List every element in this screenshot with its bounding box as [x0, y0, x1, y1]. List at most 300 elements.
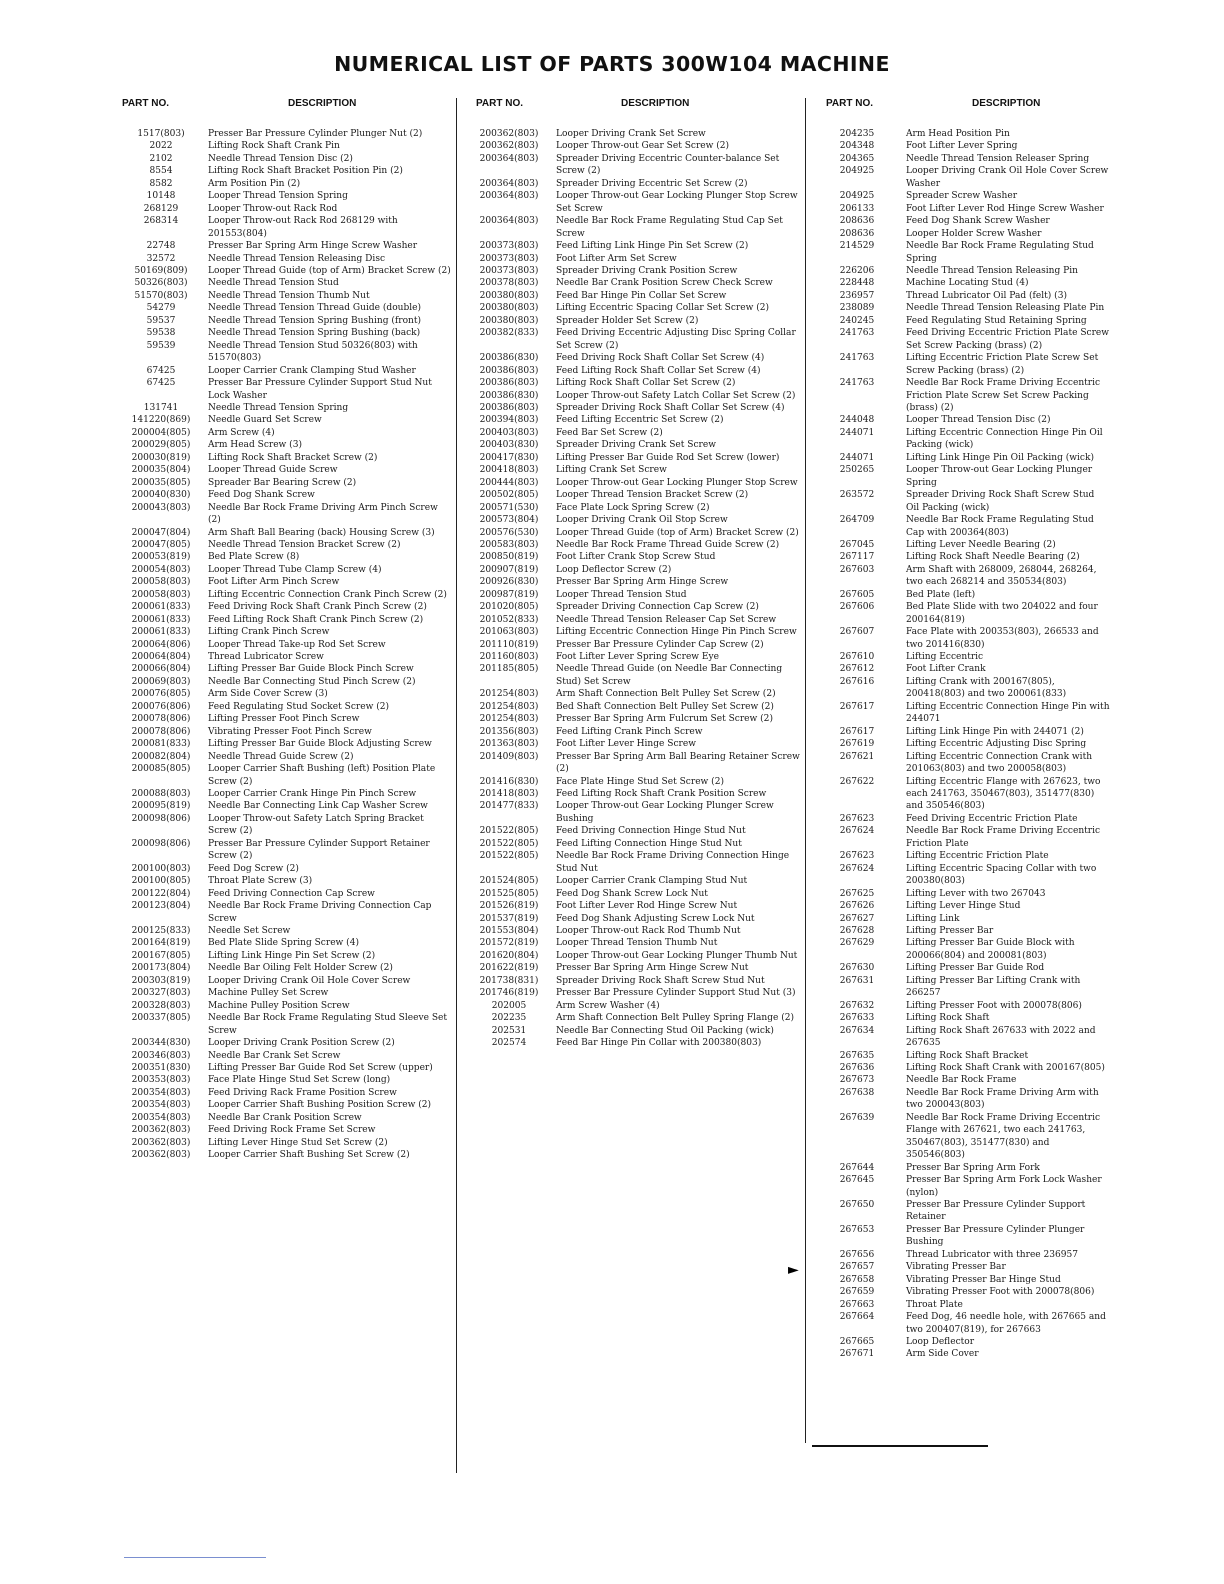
part-description: Presser Bar Spring Arm Hinge Screw Washer — [208, 241, 418, 252]
part-row — [118, 190, 453, 202]
part-row — [466, 913, 804, 925]
part-row — [118, 402, 453, 414]
part-number: 200583(803) — [479, 539, 539, 550]
part-number: 200061(833) — [131, 602, 191, 613]
part-description: Feed Driving Connection Cap Screw — [208, 888, 375, 899]
part-row — [812, 128, 1110, 140]
part-number: 200382(833) — [479, 328, 539, 339]
part-description: Looper Holder Screw Washer — [906, 228, 1042, 239]
part-row — [118, 1137, 453, 1149]
part-row — [118, 726, 453, 738]
part-description: Lifting Eccentric Connection Hinge Pin Oil Packing (wick) — [906, 427, 1103, 451]
part-description: Vibrating Presser Bar Hinge Stud — [906, 1274, 1061, 1285]
part-number: 267117 — [839, 552, 875, 563]
part-description: Machine Pulley Set Screw — [208, 988, 329, 999]
part-row — [812, 1286, 1110, 1298]
part-row — [118, 589, 453, 601]
part-number: 201477(833) — [479, 801, 539, 812]
part-number: 263572 — [839, 490, 875, 501]
part-row — [466, 290, 804, 302]
part-description: Bed Shaft Connection Belt Pulley Set Screw (2) — [556, 701, 774, 712]
part-number: 267671 — [839, 1349, 875, 1360]
part-number: 200088(803) — [131, 789, 191, 800]
part-row — [118, 800, 453, 812]
part-number: 201254(803) — [479, 689, 539, 700]
part-row — [118, 601, 453, 613]
part-description: Looper Throw-out Rack Rod Thumb Nut — [556, 926, 741, 936]
part-row — [466, 975, 804, 987]
part-number: 22748 — [146, 241, 176, 252]
part-number: 200327(803) — [131, 988, 191, 999]
part-description: Lifting Presser Bar Guide Rod Set Screw (lower) — [556, 452, 780, 463]
part-number: 201418(803) — [479, 789, 539, 800]
part-description: Feed Lifting Link Hinge Pin Set Screw (2) — [556, 241, 749, 252]
part-description: Arm Shaft Ball Bearing (back) Housing Screw (3) — [208, 527, 435, 538]
parts-column-1 — [118, 98, 453, 1162]
part-description: Looper Thread Guide (top of Arm) Bracket Screw (2) — [208, 265, 451, 276]
part-description: Bed Plate Slide Spring Screw (4) — [208, 938, 359, 949]
part-row — [812, 1162, 1110, 1174]
part-description: Lifting Presser Bar Guide Rod Set Screw (upper) — [208, 1062, 433, 1073]
part-row — [466, 888, 804, 900]
part-number: 201620(804) — [479, 950, 539, 961]
part-number: 267645 — [839, 1175, 875, 1186]
part-description: Presser Bar Spring Arm Fulcrum Set Screw (2) — [556, 714, 773, 725]
part-number: 200164(819) — [131, 938, 191, 949]
part-description: Presser Bar Pressure Cylinder Cap Screw (2) — [556, 639, 764, 650]
part-row — [118, 414, 453, 426]
part-description: Lifting Crank Pinch Screw — [208, 627, 330, 638]
part-description: Needle Set Screw — [208, 926, 291, 936]
part-number: 200069(803) — [131, 676, 191, 687]
part-row — [812, 962, 1110, 974]
part-row — [466, 140, 804, 152]
part-description: Lifting Eccentric Connection Crank Pinch Screw (2) — [208, 589, 447, 600]
part-description: Needle Bar Connecting Stud Oil Packing (wick) — [556, 1025, 774, 1036]
part-number: 200362(803) — [131, 1137, 191, 1148]
part-number: 201524(805) — [479, 876, 539, 887]
part-description: Foot Lifter Lever Hinge Screw — [556, 739, 696, 750]
part-description: Lifting Crank with 200167(805), 200418(803) and two 200061(833) — [906, 676, 1067, 700]
part-description: Machine Locating Stud (4) — [906, 278, 1029, 289]
part-row — [812, 925, 1110, 937]
part-description: Spreader Driving Rock Shaft Collar Set Screw (4) — [556, 402, 785, 413]
part-row — [118, 1099, 453, 1111]
part-description: Foot Lifter Arm Pinch Screw — [208, 577, 340, 588]
part-number: 200095(819) — [131, 801, 191, 812]
part-number: 267658 — [839, 1274, 875, 1285]
part-description: Bed Plate Screw (8) — [208, 552, 300, 563]
part-number: 201409(803) — [479, 751, 539, 762]
part-no-header: PART NO. — [826, 98, 874, 109]
part-description: Looper Carrier Crank Clamping Stud Nut — [556, 876, 748, 887]
part-description: Looper Thread Tension Bracket Screw (2) — [556, 490, 749, 501]
part-row — [118, 1124, 453, 1136]
part-number: 8554 — [149, 166, 173, 177]
part-number: 267657 — [839, 1262, 875, 1273]
part-number: 200386(803) — [479, 365, 539, 376]
part-row — [118, 888, 453, 900]
part-row — [118, 1112, 453, 1124]
part-row — [466, 1025, 804, 1037]
part-description: Lifting Eccentric — [906, 652, 984, 663]
part-number: 200571(530) — [479, 502, 539, 513]
part-number: 267045 — [839, 539, 875, 550]
part-description: Needle Thread Tension Releaser Spring — [906, 153, 1090, 164]
part-row — [466, 1012, 804, 1024]
part-number: 201622(819) — [479, 963, 539, 974]
part-description: Looper Driving Crank Oil Stop Screw — [556, 515, 728, 526]
part-description: Lifting Lever with two 267043 — [906, 888, 1046, 899]
part-row — [812, 663, 1110, 675]
part-row — [812, 813, 1110, 825]
part-description: Looper Driving Crank Position Screw (2) — [208, 1038, 395, 1049]
part-description: Needle Thread Tension Thread Guide (double) — [208, 303, 422, 314]
part-row — [118, 302, 453, 314]
part-row — [466, 402, 804, 414]
part-number: 200354(803) — [131, 1087, 191, 1098]
part-row — [812, 514, 1110, 539]
part-row — [118, 688, 453, 700]
part-row — [118, 639, 453, 651]
part-row — [812, 302, 1110, 314]
part-number: 201522(805) — [479, 851, 539, 862]
part-description: Lifting Eccentric Connection Crank with 201063(803) and two 200058(803) — [906, 751, 1093, 775]
part-description: Feed Dog Shank Screw — [208, 490, 315, 501]
part-number: 226206 — [839, 265, 875, 276]
part-row — [812, 1224, 1110, 1249]
part-number: 201738(831) — [479, 975, 539, 986]
part-number: 200364(803) — [479, 178, 539, 189]
part-row — [812, 1336, 1110, 1348]
part-description: Needle Bar Rock Frame Regulating Stud Cap Set Screw — [556, 216, 783, 239]
part-number: 267606 — [839, 602, 875, 613]
part-row — [812, 203, 1110, 215]
part-description: Looper Thread Guide (top of Arm) Bracket Screw (2) — [556, 527, 799, 538]
part-number: 200576(530) — [479, 527, 539, 538]
part-row — [118, 551, 453, 563]
part-description: Looper Thread Tension Thumb Nut — [556, 938, 718, 949]
part-description: Needle Bar Connecting Link Cap Washer Screw — [208, 801, 428, 812]
part-description: Foot Lifter Lever Spring — [906, 141, 1018, 152]
part-number: 267659 — [839, 1287, 875, 1298]
part-number: 201356(803) — [479, 726, 539, 737]
part-number: 200004(805) — [131, 427, 191, 438]
part-number: 200076(806) — [131, 701, 191, 712]
part-description: Needle Thread Tension Releasing Disc — [208, 253, 386, 264]
part-number: 267619 — [839, 739, 875, 750]
part-number: 200173(804) — [131, 963, 191, 974]
part-row — [118, 327, 453, 339]
part-description: Foot Lifter Crank — [906, 664, 986, 675]
part-row — [812, 863, 1110, 888]
part-number: 238089 — [839, 303, 875, 314]
part-number: 201020(805) — [479, 602, 539, 613]
part-number: 200054(803) — [131, 564, 191, 575]
part-number: 267625 — [839, 888, 875, 899]
part-number: 241763 — [839, 353, 875, 364]
part-row — [812, 589, 1110, 601]
part-description: Needle Bar Oiling Felt Holder Screw (2) — [208, 963, 393, 974]
part-description: Lifting Presser Foot with 200078(806) — [906, 1000, 1082, 1011]
part-row — [812, 1074, 1110, 1086]
part-description: Looper Carrier Shaft Bushing Set Screw (2) — [208, 1150, 410, 1161]
part-description: Looper Thread Guide Screw — [208, 465, 338, 476]
part-description: Feed Lifting Eccentric Set Screw (2) — [556, 415, 724, 426]
part-number: 267673 — [839, 1075, 875, 1086]
part-number: 200043(803) — [131, 502, 191, 513]
part-description: Feed Driving Eccentric Friction Plate — [906, 813, 1078, 824]
part-row — [466, 701, 804, 713]
part-number: 2022 — [149, 141, 173, 152]
part-description: Feed Regulating Stud Retaining Spring — [906, 315, 1087, 326]
part-number: 59539 — [146, 340, 176, 351]
part-number: 200417(830) — [479, 452, 539, 463]
part-description: Needle Thread Tension Spring — [208, 402, 349, 413]
part-number: 200907(819) — [479, 564, 539, 575]
part-description: Thread Lubricator with three 236957 — [906, 1249, 1079, 1260]
part-row — [812, 1000, 1110, 1012]
part-row — [118, 128, 453, 140]
part-no-header: PART NO. — [122, 98, 170, 109]
part-number: 200373(803) — [479, 241, 539, 252]
part-number: 267623 — [839, 851, 875, 862]
part-description: Looper Thread Tube Clamp Screw (4) — [208, 564, 382, 575]
part-description: Arm Position Pin (2) — [208, 178, 301, 189]
part-row — [466, 527, 804, 539]
part-description: Lifting Eccentric Connection Hinge Pin Pinch Screw — [556, 627, 797, 638]
part-description: Looper Throw-out Gear Locking Plunger Screw Bushing — [556, 801, 774, 824]
part-row — [118, 576, 453, 588]
part-number: 244071 — [839, 452, 875, 463]
part-number: 32572 — [146, 253, 176, 264]
part-row — [118, 427, 453, 439]
part-description: Arm Screw Washer (4) — [556, 1000, 660, 1011]
part-row — [118, 527, 453, 539]
part-number: 200364(803) — [479, 216, 539, 227]
part-number: 200076(805) — [131, 689, 191, 700]
part-number: 267632 — [839, 1000, 875, 1011]
part-description: Needle Thread Tension Stud 50326(803) with 51570(803) — [208, 340, 418, 364]
part-row — [466, 564, 804, 576]
part-number: 200167(805) — [131, 950, 191, 961]
part-number: 201526(819) — [479, 901, 539, 912]
part-number: 200337(805) — [131, 1013, 191, 1024]
description-header: DESCRIPTION — [288, 98, 357, 109]
part-description: Feed Lifting Rock Shaft Crank Position Screw — [556, 789, 767, 800]
part-description: Lifting Presser Bar — [906, 926, 994, 936]
part-description: Feed Dog, 46 needle hole, with 267665 and two 200407(819), for 267663 — [906, 1312, 1106, 1335]
part-number: 67425 — [146, 378, 176, 389]
part-row — [812, 464, 1110, 489]
part-number: 200064(804) — [131, 652, 191, 663]
part-description: Foot Lifter Lever Rod Hinge Screw Washer — [906, 203, 1104, 214]
part-number: 267665 — [839, 1336, 875, 1347]
part-number: 201416(830) — [479, 776, 539, 787]
column-divider — [805, 98, 806, 1443]
part-row — [812, 215, 1110, 227]
part-number: 202235 — [491, 1013, 527, 1024]
part-description: Arm Shaft Connection Belt Pulley Set Screw (2) — [556, 689, 776, 700]
part-number: 267656 — [839, 1249, 875, 1260]
part-number: 200040(830) — [131, 490, 191, 501]
part-description: Needle Thread Guide Screw (2) — [208, 751, 354, 762]
column-header — [118, 98, 453, 118]
part-number: 200035(804) — [131, 465, 191, 476]
part-description: Presser Bar Spring Arm Hinge Screw — [556, 577, 729, 588]
part-row — [466, 713, 804, 725]
part-row — [118, 265, 453, 277]
part-number: 10148 — [146, 191, 176, 202]
part-row — [812, 751, 1110, 776]
part-description: Arm Screw (4) — [208, 427, 275, 438]
part-row — [466, 776, 804, 788]
part-row — [118, 838, 453, 863]
part-number: 201553(804) — [479, 926, 539, 936]
part-number: 202005 — [491, 1000, 527, 1011]
part-description: Needle Thread Tension Disc (2) — [208, 153, 353, 164]
part-number: 200380(803) — [479, 290, 539, 301]
part-row — [466, 539, 804, 551]
part-description: Needle Thread Tension Releasing Pin — [906, 265, 1078, 276]
part-row — [118, 663, 453, 675]
part-description: Feed Regulating Stud Socket Screw (2) — [208, 701, 390, 712]
part-number: 200081(833) — [131, 739, 191, 750]
part-description: Feed Bar Set Screw (2) — [556, 427, 663, 438]
part-description: Feed Bar Hinge Pin Collar Set Screw — [556, 290, 727, 301]
part-row — [812, 1299, 1110, 1311]
part-row — [118, 502, 453, 527]
part-row — [812, 850, 1110, 862]
part-number: 200403(803) — [479, 427, 539, 438]
part-row — [466, 253, 804, 265]
part-description: Looper Thread Take-up Rod Set Screw — [208, 639, 386, 650]
part-row — [466, 377, 804, 389]
part-row — [118, 713, 453, 725]
part-row — [466, 651, 804, 663]
part-description: Looper Thread Tension Disc (2) — [906, 415, 1051, 426]
part-description: Feed Lifting Crank Pinch Screw — [556, 726, 703, 737]
part-row — [812, 564, 1110, 589]
part-number: 267626 — [839, 901, 875, 912]
part-description: Feed Bar Hinge Pin Collar with 200380(803) — [556, 1038, 762, 1049]
part-number: 236957 — [839, 290, 875, 301]
part-description: Feed Lifting Connection Hinge Stud Nut — [556, 838, 742, 849]
part-number: 200386(830) — [479, 353, 539, 364]
part-description: Lifting Rock Shaft Crank with 200167(805) — [906, 1062, 1105, 1073]
part-row — [118, 215, 453, 240]
part-row — [118, 165, 453, 177]
part-description: Lifting Link Hinge Pin Set Screw (2) — [208, 950, 376, 961]
part-row — [118, 178, 453, 190]
part-number: 241763 — [839, 328, 875, 339]
part-number: 200386(803) — [479, 402, 539, 413]
part-row — [812, 489, 1110, 514]
part-row — [118, 738, 453, 750]
part-description: Lifting Rock Shaft Bracket Screw (2) — [208, 452, 378, 463]
part-number: 267634 — [839, 1025, 875, 1036]
part-row — [118, 452, 453, 464]
part-row — [466, 626, 804, 638]
part-description: Lifting Presser Foot Pinch Screw — [208, 714, 360, 725]
part-description: Spreader Driving Crank Set Screw — [556, 440, 716, 451]
part-number: 267628 — [839, 926, 875, 936]
part-row — [466, 925, 804, 937]
part-row — [118, 676, 453, 688]
part-row — [118, 203, 453, 215]
part-row — [118, 1012, 453, 1037]
part-description: Presser Bar Pressure Cylinder Support Retainer — [906, 1199, 1086, 1223]
part-description: Needle Bar Rock Frame Regulating Stud Cap with 200364(803) — [906, 515, 1094, 538]
part-row — [466, 551, 804, 563]
part-description: Lifting Rock Shaft 267633 with 2022 and 267635 — [906, 1025, 1096, 1049]
part-row — [118, 253, 453, 265]
parts-column-3 — [812, 98, 1110, 1361]
part-description: Lifting Eccentric Flange with 267623, two each 241763, 350467(803), 351477(830) and 350546(803) — [906, 776, 1101, 812]
part-number: 267644 — [839, 1162, 875, 1173]
part-row — [118, 788, 453, 800]
part-description: Vibrating Presser Foot Pinch Screw — [208, 726, 372, 737]
document-title: NUMERICAL LIST OF PARTS 300W104 MACHINE — [334, 52, 890, 76]
part-description: Looper Carrier Crank Hinge Pin Pinch Screw — [208, 789, 417, 800]
part-row — [812, 277, 1110, 289]
parts-list — [466, 128, 804, 1050]
part-description: Lifting Rock Shaft Bracket — [906, 1050, 1029, 1061]
part-row — [118, 626, 453, 638]
column-header — [812, 98, 1110, 118]
part-row — [466, 277, 804, 289]
parts-column-2 — [466, 98, 804, 1050]
part-number: 200053(819) — [131, 552, 191, 563]
part-description: Lifting Presser Bar Guide Block Adjusting Screw — [208, 739, 432, 750]
part-row — [466, 477, 804, 489]
part-description: Needle Thread Tension Spring Bushing (back) — [208, 328, 421, 339]
part-row — [466, 900, 804, 912]
part-description: Feed Dog Shank Adjusting Screw Lock Nut — [556, 913, 755, 924]
part-number: 267638 — [839, 1087, 875, 1098]
part-description: Needle Thread Tension Bracket Screw (2) — [208, 539, 401, 550]
part-description: Looper Throw-out Gear Locking Plunger Stop Screw — [556, 477, 798, 488]
part-row — [812, 825, 1110, 850]
part-description: Needle Bar Rock Frame Driving Arm with two 200043(803) — [906, 1087, 1099, 1111]
part-row — [466, 190, 804, 215]
part-number: 200061(833) — [131, 627, 191, 638]
part-number: 267663 — [839, 1299, 875, 1310]
part-number: 200394(803) — [479, 415, 539, 426]
part-description: Spreader Bar Bearing Screw (2) — [208, 477, 357, 488]
part-row — [466, 315, 804, 327]
part-description: Needle Bar Rock Frame Driving Connection Cap Screw — [208, 901, 432, 924]
part-description: Presser Bar Spring Arm Hinge Screw Nut — [556, 963, 749, 974]
part-row — [466, 265, 804, 277]
part-number: 201525(805) — [479, 888, 539, 899]
part-number: 200386(803) — [479, 378, 539, 389]
part-number: 200098(806) — [131, 813, 191, 824]
part-description: Spreader Driving Connection Cap Screw (2) — [556, 602, 759, 613]
part-number: 200344(830) — [131, 1038, 191, 1049]
part-row — [466, 962, 804, 974]
part-description: Bed Plate (left) — [906, 589, 976, 600]
part-row — [118, 153, 453, 165]
part-description: Spreader Driving Rock Shaft Screw Stud Nut — [556, 975, 765, 986]
part-row — [466, 178, 804, 190]
part-description: Needle Thread Tension Releaser Cap Set Screw — [556, 614, 777, 625]
part-description: Lifting Rock Shaft Collar Set Screw (2) — [556, 378, 736, 389]
part-number: 200373(803) — [479, 265, 539, 276]
part-row — [812, 352, 1110, 377]
part-number: 267612 — [839, 664, 875, 675]
part-row — [812, 228, 1110, 240]
